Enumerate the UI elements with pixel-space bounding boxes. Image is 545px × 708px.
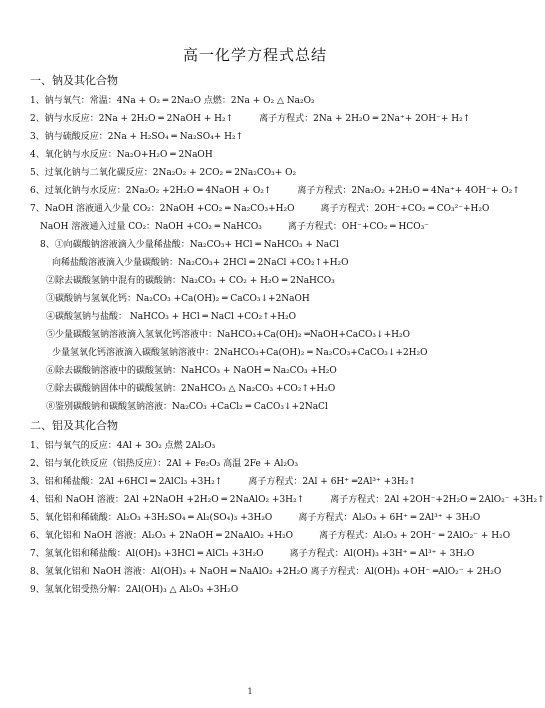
equation-text: 9、氢氧化铝受热分解：2Al(OH)₃ △ Al₂O₃ +3H₂O bbox=[30, 585, 239, 595]
equation-line bbox=[30, 236, 480, 254]
equation-text: ②除去碳酸氢钠中混有的碳酸钠：Na₂CO₃ + CO₂ + H₂O ═ 2NaHCO₃ bbox=[46, 276, 335, 286]
equation-text: 2、钠与水反应：2Na + 2H₂O ═ 2NaOH + H₂↑ bbox=[30, 114, 234, 124]
ionic-equation-text: 离子方程式：2Na + 2H₂O ═ 2Na⁺+ 2OH⁻+ H₂↑ bbox=[259, 114, 471, 124]
equation-line bbox=[30, 509, 480, 527]
ionic-equation-text: 离子方程式：OH⁻+CO₂ ═ HCO₃⁻ bbox=[287, 222, 429, 232]
equation-text: ⑧鉴别碳酸钠和碳酸氢钠溶液：Na₂CO₃ +CaCl₂ ═ CaCO₃↓+2NaCl bbox=[46, 402, 328, 412]
ionic-equation-text: 离子方程式：Al₂O₃ + 6H⁺ ═ 2Al³⁺ + 3H₂O bbox=[298, 513, 481, 523]
equation-text: 3、铝和稀盐酸：2Al +6HCl ═ 2AlCl₃ +3H₂↑ bbox=[30, 477, 223, 487]
equation-line bbox=[30, 563, 502, 581]
equation-line bbox=[30, 200, 490, 218]
equation-line bbox=[30, 398, 480, 416]
document-title: 高一化学方程式总结 bbox=[182, 46, 327, 64]
equation-line bbox=[30, 581, 480, 599]
equation-text: 4、氧化钠与水反应：Na₂O+H₂O ═ 2NaOH bbox=[30, 150, 213, 160]
equation-text: 8、①向碳酸钠溶液滴入少量稀盐酸：Na₂CO₃+ HCl ═ NaHCO₃ + NaCl bbox=[40, 240, 339, 250]
ionic-equation-text: 离子方程式：2Al +2OH⁻+2H₂O ═ 2AlO₂⁻ +3H₂↑ bbox=[330, 495, 545, 505]
equation-line bbox=[30, 110, 480, 128]
section-heading: 一、钠及其化合物 bbox=[30, 74, 118, 87]
equation-line bbox=[30, 308, 480, 326]
equation-text: ④碳酸氢钠与盐酸： NaHCO₃ + HCl ═ NaCl +CO₂↑+H₂O bbox=[46, 312, 297, 322]
ionic-equation-text: 离子方程式：Al₂O₃ + 2OH⁻ ═ 2AlO₂⁻ + H₂O bbox=[319, 531, 511, 541]
equation-text: 5、氧化铝和稀硫酸：Al₂O₃ +3H₂SO₄ ═ Al₂(SO₄)₃ +3H₂O bbox=[30, 513, 273, 523]
equation-line bbox=[30, 380, 480, 398]
equation-text: 6、氧化铝和 NaOH 溶液：Al₂O₃ + 2NaOH ═ 2NaAlO₂ +H₂O bbox=[30, 531, 294, 541]
equation-text: ⑤少量碳酸氢钠溶液滴入氢氧化钙溶液中：NaHCO₃+Ca(OH)₂ ═NaOH+CaCO₃↓+H₂O bbox=[46, 330, 410, 340]
equation-line bbox=[30, 545, 480, 563]
equation-text: NaOH 溶液通入过量 CO₂：NaOH +CO₂ ═ NaHCO₃ bbox=[40, 222, 262, 232]
equation-text: ⑥除去碳酸钠溶液中的碳酸氢钠：NaHCO₃ + NaOH ═ Na₂CO₃ +H₂O bbox=[46, 366, 337, 376]
equation-text: 7、NaOH 溶液通入少量 CO₂：2NaOH +CO₂ ═ Na₂CO₃+H₂O bbox=[30, 204, 295, 214]
equation-line bbox=[30, 254, 480, 272]
equation-line bbox=[30, 218, 480, 236]
equation-text: 4、铝和 NaOH 溶液：2Al +2NaOH +2H₂O ═ 2NaAlO₂ +3H₂↑ bbox=[30, 495, 305, 505]
equation-text: 7、氢氧化铝和稀盐酸：Al(OH)₃ +3HCl ═ AlCl₃ +3H₂O bbox=[30, 549, 264, 559]
ionic-equation-text: 离子方程式：2OH⁻+CO₂ ═ CO₃²⁻+H₂O bbox=[320, 204, 490, 214]
equation-text: 5、过氧化钠与二氧化碳反应：2Na₂O₂ + 2CO₂ ═ 2Na₂CO₃+ O₂ bbox=[30, 168, 297, 178]
equation-line bbox=[30, 272, 480, 290]
equation-text: 6、过氧化钠与水反应：2Na₂O₂ +2H₂O ═ 4NaOH + O₂↑ bbox=[30, 186, 272, 196]
equation-text: 向稀盐酸溶液滴入少量碳酸钠：Na₂CO₃+ 2HCl ═ 2NaCl +CO₂↑+H₂O bbox=[52, 258, 349, 268]
equation-line bbox=[30, 326, 480, 344]
equation-line bbox=[30, 182, 520, 200]
equation-line bbox=[30, 437, 480, 455]
equation-text: 2、铝与氧化铁反应（铝热反应）：2Al + Fe₂O₃ 高温 2Fe + Al₂O₃ bbox=[30, 459, 299, 469]
equation-text: ⑦除去碳酸钠固体中的碳酸氢钠：2NaHCO₃ △ Na₂CO₃ +CO₂↑+H₂O bbox=[46, 384, 336, 394]
equation-line bbox=[30, 146, 480, 164]
ionic-equation-text: 离子方程式：2Na₂O₂ +2H₂O ═ 4Na⁺+ 4OH⁻+ O₂↑ bbox=[297, 186, 520, 196]
ionic-equation-text: 离子方程式：2Al + 6H⁺ ═2Al³⁺ +3H₂↑ bbox=[248, 477, 416, 487]
page-number: 1 bbox=[247, 687, 253, 696]
equation-text: 1、铝与氧气的反应：4Al + 3O₂ 点燃 2Al₂O₃ bbox=[30, 441, 216, 451]
equation-line bbox=[30, 128, 480, 146]
document-content bbox=[30, 74, 545, 599]
ionic-equation-text: 离子方程式：Al(OH)₃ +3H⁺ ═ Al³⁺ + 3H₂O bbox=[289, 549, 475, 559]
equation-line bbox=[30, 344, 480, 362]
equation-text: 少量氢氧化钙溶液滴入碳酸氢钠溶液中：2NaHCO₃+Ca(OH)₂ ═ Na₂CO₃+CaCO₃↓+2H₂O bbox=[52, 348, 428, 358]
equation-line bbox=[30, 92, 480, 110]
equation-line bbox=[30, 527, 511, 545]
equation-line bbox=[30, 491, 545, 509]
equation-line bbox=[30, 362, 480, 380]
equation-text: ③碳酸钠与氢氧化钙：Na₂CO₃ +Ca(OH)₂ ═ CaCO₃↓+2NaOH bbox=[46, 294, 310, 304]
equation-line bbox=[30, 473, 480, 491]
section-heading: 二、铝及其化合物 bbox=[30, 419, 118, 432]
equation-text: 3、钠与硫酸反应：2Na + H₂SO₄ ═ Na₂SO₄+ H₂↑ bbox=[30, 132, 244, 142]
equation-text: 8、氢氧化铝和 NaOH 溶液：Al(OH)₃ + NaOH ═ NaAlO₂ +2H₂O 离子方程式：Al(OH)₃ +OH⁻ ═AlO₂⁻ + 2H₂O bbox=[30, 567, 502, 577]
equation-line bbox=[30, 164, 480, 182]
equation-text: 1、钠与氧气：常温：4Na + O₂ ═ 2Na₂O 点燃：2Na + O₂ △ Na₂O₂ bbox=[30, 96, 315, 106]
equation-line bbox=[30, 455, 480, 473]
equation-line bbox=[30, 290, 480, 308]
